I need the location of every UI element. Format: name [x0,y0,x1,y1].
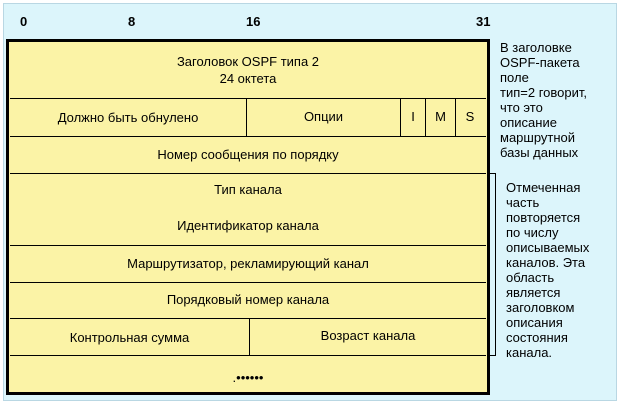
ospf-header-size: 24 октета [219,71,277,86]
row-divider [10,318,486,319]
link-sequence-number-field: Порядковый номер канала [166,292,330,307]
note-line: каналов. Эта [506,255,586,270]
checksum-field: Контрольная сумма [69,330,190,345]
row-divider [10,136,486,137]
link-id-field: Идентификатор канала [177,218,319,233]
note-line: область [506,270,555,285]
note-line: канала. [506,345,553,360]
row-divider [10,98,486,99]
note-line: OSPF-пакета [500,55,580,70]
note-line: базы данных [500,145,579,160]
continuation-marker: .•••••• [232,370,264,385]
bit-label-8: 8 [128,14,136,29]
note-line: Отмеченная [506,180,581,195]
note-line: В заголовке [500,40,572,55]
note-line: тип=2 говорит, [500,85,587,100]
flag-s-field: S [465,109,475,124]
note-line: поле [500,70,529,85]
note-line: что это [500,100,543,115]
bit-label-31: 31 [476,14,491,29]
note-line: является [506,285,561,300]
note-line: по числу [506,225,559,240]
bit-label-16: 16 [246,14,261,29]
options-field: Опции [303,109,344,124]
link-age-field: Возраст канала [320,328,416,343]
bit-label-0: 0 [20,14,28,29]
sequence-number-field: Номер сообщения по порядку [157,147,339,162]
note-line: маршрутной [500,130,576,145]
repeated-section-bracket [488,173,496,356]
note-line: часть [506,195,540,210]
flag-m-field: M [435,109,446,124]
note-line: описания [506,315,563,330]
link-type-field: Тип канала [214,182,282,197]
note-line: повторяется [506,210,581,225]
row-divider [10,173,486,174]
note-line: состояния [506,330,568,345]
must-be-zero-field: Должно быть обнулено [57,110,199,125]
repeated-section-note [506,180,589,360]
flag-i-field: I [411,109,415,124]
row-divider [10,355,486,356]
ospf-header-field: Заголовок OSPF типа 2 [176,54,320,69]
note-line: заголовком [506,300,575,315]
note-line: описываемых [506,240,590,255]
advertising-router-field: Маршрутизатор, рекламирующий канал [127,256,369,271]
row-divider [10,245,486,246]
note-line: описание [500,115,557,130]
type-2-note [500,40,587,160]
row-divider [10,282,486,283]
